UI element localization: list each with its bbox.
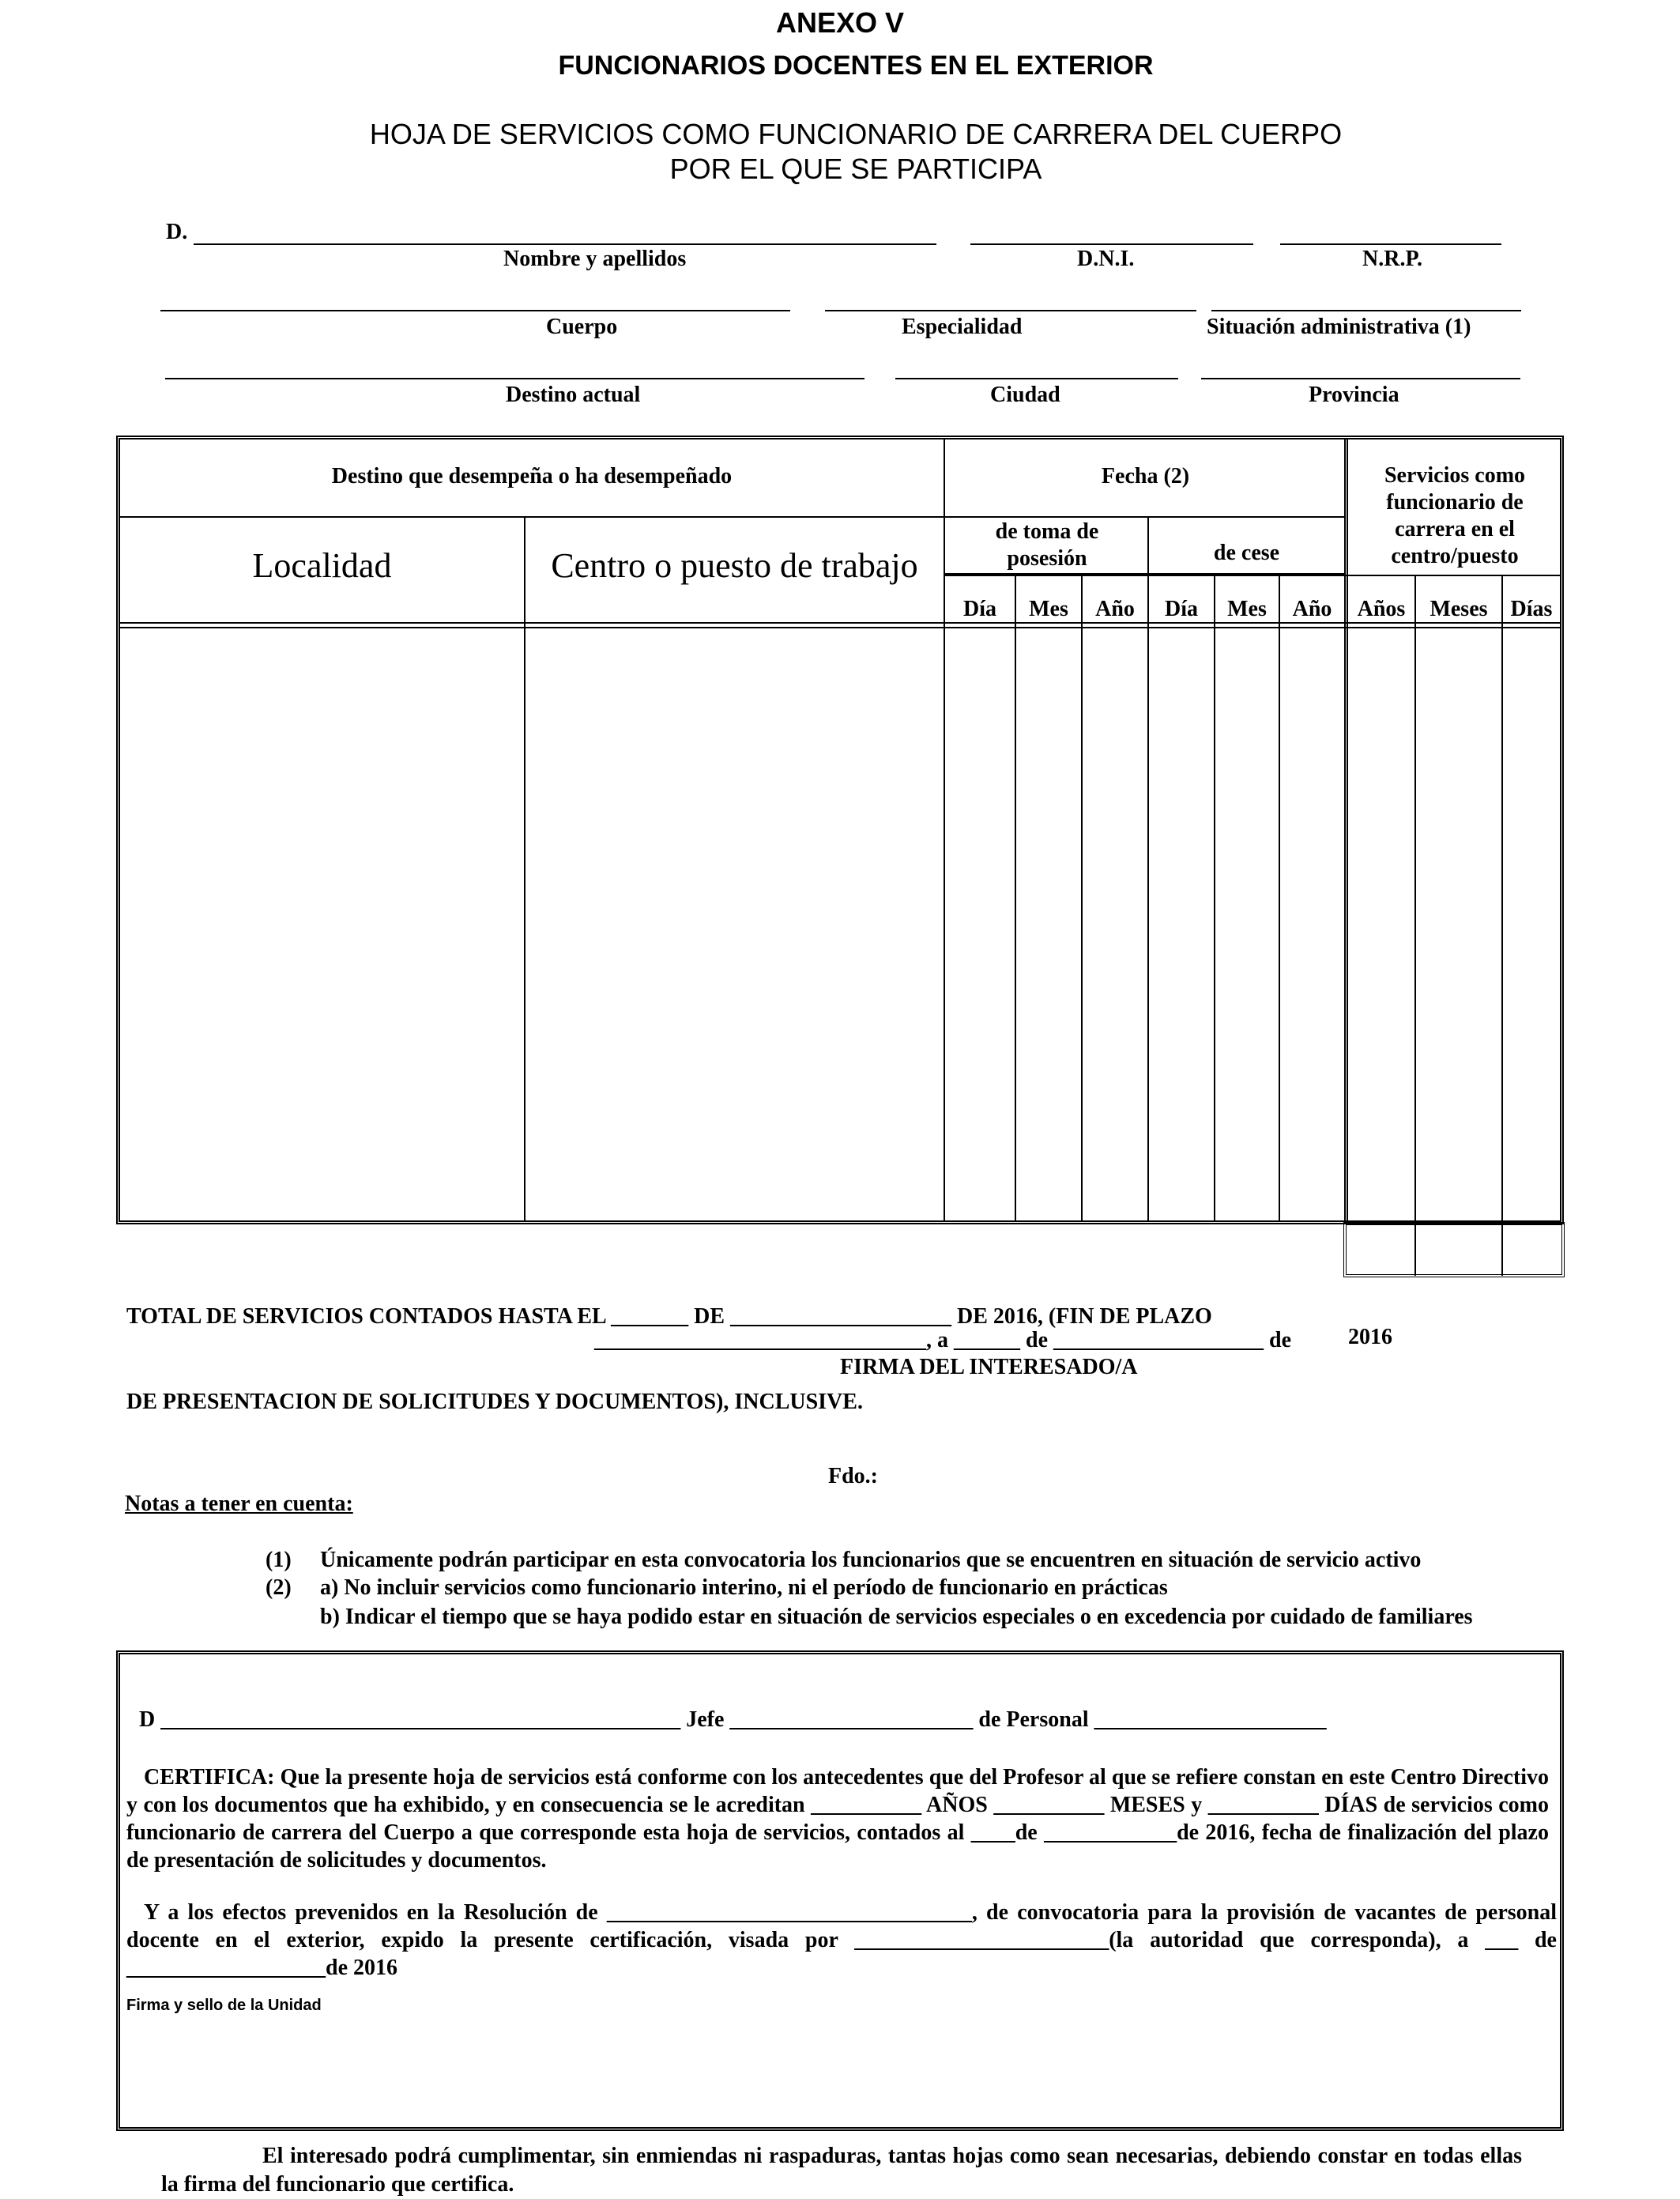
col-mes-1: Mes — [1029, 597, 1068, 621]
especialidad-input-line[interactable] — [825, 310, 1196, 311]
provincia-label: Provincia — [1309, 383, 1399, 407]
note-1: Únicamente podrán participar en esta convocatoria los funcionarios que se encuentren en situación de servicio activo — [320, 1548, 1422, 1572]
total-dias-box[interactable] — [1505, 1227, 1560, 1273]
document-title — [0, 117, 1680, 187]
total-line-1: TOTAL DE SERVICIOS CONTADOS HASTA EL _______ DE ____________________ DE 2016, (FIN DE PLAZO — [126, 1304, 1212, 1329]
table-rule — [1501, 575, 1503, 1220]
destino-header: Destino que desempeña o ha desempeñado — [331, 464, 733, 488]
d-prefix: D. — [166, 220, 188, 244]
col-dias: Días — [1510, 597, 1553, 621]
note-1-number: (1) — [266, 1548, 292, 1572]
fecha-header: Fecha (2) — [1101, 464, 1190, 488]
table-rule — [524, 516, 525, 1220]
note-2b: b) Indicar el tiempo que se haya podido estar en situación de servicios especiales o en excedencia por cuidado de familiares — [320, 1605, 1473, 1629]
footer-note: El interesado podrá cumplimentar, sin enmiendas ni raspaduras, tantas hojas como sean necesarias, debiendo constar en todas ellas la firma del funcionario que certifica. — [161, 2144, 1522, 2197]
localidad-header: Localidad — [252, 546, 392, 585]
certificate-paragraph-1: CERTIFICA: Que la presente hoja de servicios está conforme con los antecedentes que del Profesor al que se refiere constan en este Centro Directivo y con los documentos que ha exhibido, y en consecuencia se le acreditan __________ AÑOS __________ MESES y __________ DÍAS de servicios como funcionario de carrera del Cuerpo a que corresponde esta hoja de servicios, contados al ____de ____________de 2016, fecha de finalización del plazo de presentación de solicitudes y documentos. — [126, 1765, 1549, 1873]
signature-stamp-area[interactable] — [126, 2024, 1549, 2122]
certificate-paragraph-2: Y a los efectos prevenidos en la Resolución de _________________________________, de convocatoria para la provisión de vacantes de personal docente en el exterior, expido la presente certificación, visada por _______________________(la autoridad que corresponda), a ___ de __________________de 2016 — [126, 1900, 1557, 1980]
page-subtitle: FUNCIONARIOS DOCENTES EN EL EXTERIOR — [558, 51, 1154, 81]
situacion-input-line[interactable] — [1211, 310, 1521, 311]
table-rule — [1081, 575, 1083, 1220]
col-anos: Años — [1357, 597, 1406, 621]
name-input-line[interactable] — [194, 243, 936, 245]
table-rule — [1015, 575, 1016, 1220]
servicios-header: Servicios como funcionario de carrera en el centro/puesto — [1384, 463, 1526, 568]
title-line-1: HOJA DE SERVICIOS COMO FUNCIONARIO DE CARRERA DEL CUERPO — [369, 118, 1343, 150]
provincia-input-line[interactable] — [1201, 378, 1520, 379]
col-mes-2: Mes — [1227, 597, 1267, 621]
situacion-label: Situación administrativa (1) — [1207, 315, 1471, 339]
table-rule — [1414, 575, 1416, 1220]
total-meses-box[interactable] — [1418, 1227, 1498, 1273]
notes-title: Notas a tener en cuenta: — [125, 1492, 353, 1516]
col-ano-1: Año — [1095, 597, 1135, 621]
col-dia-2: Día — [1165, 597, 1198, 621]
fdo-label: Fdo.: — [828, 1464, 878, 1488]
centro-header: Centro o puesto de trabajo — [551, 546, 918, 585]
especialidad-label: Especialidad — [902, 315, 1023, 339]
destino-input-line[interactable] — [165, 378, 864, 379]
note-2a: a) No incluir servicios como funcionario interino, ni el período de funcionario en prácticas — [320, 1575, 1168, 1600]
cuerpo-input-line[interactable] — [160, 310, 790, 311]
title-line-2: POR EL QUE SE PARTICIPA — [669, 153, 1042, 185]
table-rule — [1344, 439, 1346, 1220]
total-anos-box[interactable] — [1348, 1227, 1411, 1273]
col-meses: Meses — [1430, 597, 1488, 621]
annex-title: ANEXO V — [775, 6, 905, 39]
table-rule — [1347, 439, 1348, 1220]
nrp-input-line[interactable] — [1280, 243, 1501, 245]
total-box-divider — [1501, 1224, 1503, 1276]
firma-label: FIRMA DEL INTERESADO/A — [840, 1355, 1138, 1379]
certificate-d-line[interactable]: D _______________________________________________ Jefe ______________________ de Personal _____________________ — [139, 1707, 1327, 1732]
toma-posesion-header: de toma de posesión — [995, 519, 1099, 571]
table-rule — [1214, 575, 1215, 1220]
table-rule — [944, 439, 945, 1220]
signature-year: 2016 — [1348, 1325, 1392, 1349]
table-rule — [944, 575, 1560, 576]
dni-input-line[interactable] — [970, 243, 1253, 245]
col-dia-1: Día — [963, 597, 996, 621]
cese-header: de cese — [1213, 541, 1280, 565]
dni-label: D.N.I. — [1077, 247, 1135, 271]
destino-label: Destino actual — [506, 383, 641, 407]
col-ano-2: Año — [1292, 597, 1332, 621]
ciudad-input-line[interactable] — [895, 378, 1178, 379]
nrp-label: N.R.P. — [1362, 247, 1422, 271]
cuerpo-label: Cuerpo — [546, 315, 618, 339]
total-box-divider — [1414, 1224, 1416, 1276]
table-rule — [120, 516, 1346, 518]
total-line-2: DE PRESENTACION DE SOLICITUDES Y DOCUMENTOS), INCLUSIVE. — [126, 1390, 863, 1414]
note-2-number: (2) — [266, 1575, 292, 1600]
place-date-line[interactable]: ______________________________, a ______ de ___________________ de — [594, 1328, 1291, 1352]
ciudad-label: Ciudad — [990, 383, 1060, 407]
name-label: Nombre y apellidos — [503, 247, 687, 271]
stamp-label: Firma y sello de la Unidad — [126, 1997, 322, 2014]
table-rule — [1279, 575, 1280, 1220]
